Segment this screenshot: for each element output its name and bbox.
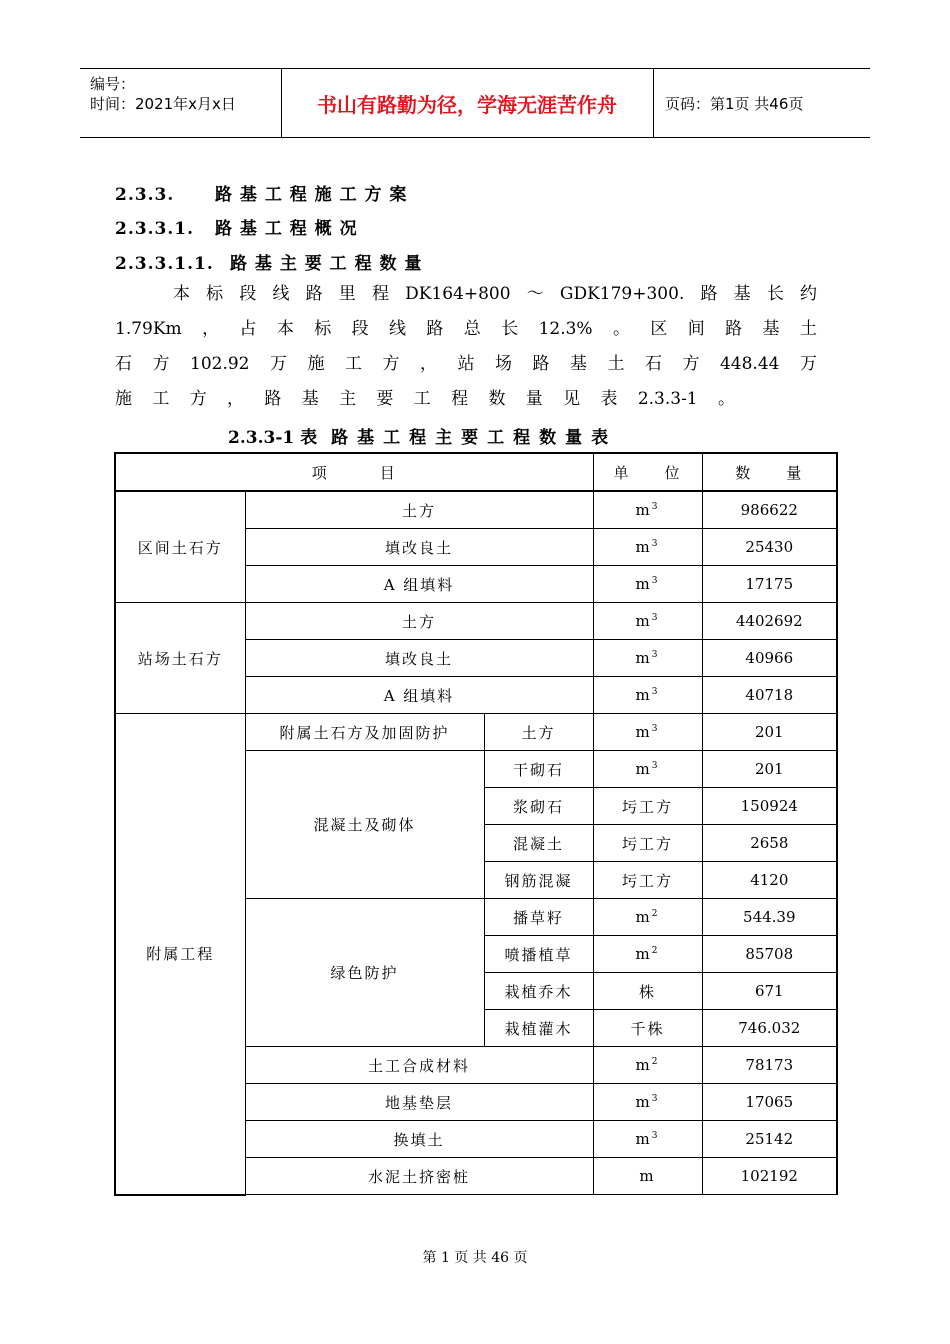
header-item: 项 目 [115, 453, 593, 491]
unit-cell [593, 751, 702, 788]
time-label: 时间：2021年x月x日 [90, 95, 236, 113]
unit-exponent: 2 [651, 946, 660, 956]
paragraph-token: 施 [115, 389, 132, 409]
paragraph-token: 方 [189, 389, 207, 409]
quantity-cell: 2658 [702, 825, 837, 862]
paragraph-token: 12.3% [538, 319, 593, 339]
quantity-cell: 102192 [702, 1158, 837, 1195]
paragraph-token: ～ [526, 284, 544, 304]
paragraph-token: 约 [799, 284, 817, 304]
unit-text: m [639, 1167, 656, 1185]
quantity-cell: 150924 [702, 788, 837, 825]
unit-text: m [635, 575, 652, 593]
paragraph-token: 见 [563, 389, 581, 409]
paragraph-token: 本 [173, 284, 190, 304]
subgroup-label: 混凝土及砌体 [245, 751, 484, 899]
unit-cell [593, 1158, 702, 1195]
page-header [80, 68, 870, 138]
item-name: A 组填料 [245, 566, 593, 603]
paragraph-token: 路 [700, 284, 718, 304]
paragraph-token: 本 [276, 319, 294, 339]
heading-number: 2.3.3.1. [115, 219, 194, 239]
unit-exponent: 3 [651, 539, 660, 549]
paragraph-token: ， [419, 354, 437, 374]
paragraph-token: 标 [314, 319, 332, 339]
quantity-cell: 85708 [702, 936, 837, 973]
unit-text: m [635, 908, 652, 926]
paragraph-token: 要 [376, 389, 394, 409]
paragraph-token: 基 [301, 389, 319, 409]
paragraph-token: 工 [152, 389, 170, 409]
paragraph-token: 段 [351, 319, 369, 339]
item-name: 干砌石 [484, 751, 593, 788]
unit-text: 千株 [630, 1019, 665, 1038]
unit-text: m [635, 612, 652, 630]
quantity-cell: 17175 [702, 566, 837, 603]
unit-cell [593, 862, 702, 899]
paragraph-token: 土 [607, 354, 625, 374]
paragraph-token: ， [202, 319, 220, 339]
paragraph-line [115, 347, 817, 382]
unit-exponent: 3 [651, 687, 660, 697]
header-slogan: 书山有路勤为径，学海无涯苦作舟 [281, 69, 654, 137]
paragraph-token: 448.44 [719, 354, 780, 374]
heading-title: 路 基 主 要 工 程 数 量 [230, 254, 423, 274]
paragraph-token: 石 [115, 354, 132, 374]
paragraph-token: 方 [152, 354, 170, 374]
unit-text: m [635, 501, 652, 519]
quantity-cell: 4402692 [702, 603, 837, 640]
paragraph-token: DK164+800 [405, 284, 511, 304]
heading-title: 路 基 工 程 施 工 方 案 [215, 185, 408, 205]
unit-exponent: 3 [651, 613, 660, 623]
unit-cell [593, 491, 702, 529]
paragraph-token: 工 [413, 389, 431, 409]
paragraph-token: 数 [488, 389, 506, 409]
quantity-cell: 40718 [702, 677, 837, 714]
paragraph-token: ， [227, 389, 245, 409]
paragraph-token: 程 [451, 389, 469, 409]
paragraph-token: 线 [389, 319, 407, 339]
heading-2-3-3-1-1 [115, 249, 422, 274]
paragraph-line [115, 382, 735, 417]
unit-cell [593, 788, 702, 825]
item-name: 土方 [484, 714, 593, 751]
item-name: 钢筋混凝 [484, 862, 593, 899]
heading-2-3-3-1 [115, 214, 358, 239]
quantity-cell: 40966 [702, 640, 837, 677]
heading-title: 路 基 工 程 概 况 [215, 219, 358, 239]
paragraph-line [115, 312, 817, 347]
heading-2-3-3 [115, 180, 407, 205]
group-label: 站场土石方 [115, 603, 245, 714]
paragraph-token: 基 [762, 319, 780, 339]
paragraph-token: 场 [494, 354, 512, 374]
paragraph-token: 万 [269, 354, 287, 374]
paragraph-token: 。 [717, 389, 735, 409]
unit-exponent: 3 [651, 502, 660, 512]
item-name: 浆砌石 [484, 788, 593, 825]
paragraph-line [115, 277, 817, 312]
unit-text: 圬工方 [622, 871, 674, 890]
heading-number: 2.3.3.1.1. [115, 254, 214, 274]
item-name: 换填土 [245, 1121, 593, 1158]
item-name: 土方 [245, 603, 593, 640]
group-label: 附属工程 [115, 714, 245, 1195]
quantity-cell: 78173 [702, 1047, 837, 1084]
item-name: 播草籽 [484, 899, 593, 936]
unit-text: 圬工方 [622, 797, 674, 816]
unit-cell [593, 1121, 702, 1158]
unit-text: m [635, 760, 652, 778]
heading-number: 2.3.3. [115, 185, 175, 205]
paragraph-token: 石 [644, 354, 662, 374]
paragraph-token: 2.3.3-1 [637, 389, 698, 409]
paragraph-token: 。 [612, 319, 630, 339]
unit-cell [593, 529, 702, 566]
paragraph-token: 线 [272, 284, 290, 304]
paragraph-token: 段 [239, 284, 257, 304]
unit-cell [593, 1084, 702, 1121]
paragraph-token: 路 [725, 319, 743, 339]
quantity-cell: 25430 [702, 529, 837, 566]
paragraph-token: 方 [382, 354, 400, 374]
unit-text: m [635, 538, 652, 556]
header-meta [80, 69, 282, 137]
paragraph-token: 基 [733, 284, 751, 304]
unit-text: 圬工方 [622, 834, 674, 853]
item-name: 土方 [245, 491, 593, 529]
paragraph-token: 主 [339, 389, 357, 409]
item-name: 土工合成材料 [245, 1047, 593, 1084]
paragraph-token: 程 [371, 284, 389, 304]
paragraph-token: 长 [501, 319, 519, 339]
header-qty: 数 量 [702, 453, 837, 491]
item-name: 栽植灌木 [484, 1010, 593, 1047]
paragraph-token: 基 [569, 354, 587, 374]
quantity-cell: 4120 [702, 862, 837, 899]
unit-cell [593, 566, 702, 603]
paragraph-token: 标 [206, 284, 224, 304]
quantity-cell: 986622 [702, 491, 837, 529]
paragraph-token: 土 [799, 319, 817, 339]
unit-cell [593, 936, 702, 973]
unit-cell [593, 603, 702, 640]
paragraph-token: 工 [344, 354, 362, 374]
unit-exponent: 3 [651, 1094, 660, 1104]
table-caption [228, 423, 617, 448]
quantity-cell: 746.032 [702, 1010, 837, 1047]
paragraph-token: 量 [525, 389, 543, 409]
header-page-info: 页码：第1页 共46页 [665, 95, 804, 113]
unit-cell [593, 825, 702, 862]
unit-exponent: 3 [651, 761, 660, 771]
unit-cell [593, 714, 702, 751]
paragraph-token: 1.79Km [115, 319, 182, 339]
paragraph-token: 总 [463, 319, 481, 339]
table-caption-title: 路基工程主要工程数量表 [331, 428, 618, 448]
item-name: 喷播植草 [484, 936, 593, 973]
item-name: 栽植乔木 [484, 973, 593, 1010]
unit-exponent: 3 [651, 576, 660, 586]
unit-text: m [635, 1093, 652, 1111]
item-name: 混凝土 [484, 825, 593, 862]
quantity-table [114, 452, 838, 1196]
unit-text: m [635, 1130, 652, 1148]
unit-text: 株 [639, 982, 657, 1001]
paragraph-token: 路 [426, 319, 444, 339]
paragraph-token: 102.92 [190, 354, 250, 374]
unit-exponent: 2 [651, 1057, 660, 1067]
paragraph-token: 方 [682, 354, 700, 374]
header-unit: 单 位 [593, 453, 702, 491]
item-name: 地基垫层 [245, 1084, 593, 1121]
paragraph-token: 区 [650, 319, 668, 339]
paragraph-token: 万 [799, 354, 817, 374]
table-row [115, 603, 837, 640]
quantity-cell: 25142 [702, 1121, 837, 1158]
paragraph-token: 表 [600, 389, 618, 409]
subgroup-label: 绿色防护 [245, 899, 484, 1047]
unit-cell [593, 640, 702, 677]
paragraph-token: 里 [338, 284, 356, 304]
number-label: 编号： [90, 75, 136, 93]
unit-cell [593, 899, 702, 936]
paragraph-token: 路 [264, 389, 282, 409]
item-name: A 组填料 [245, 677, 593, 714]
unit-text: m [635, 723, 652, 741]
paragraph-token: 施 [307, 354, 325, 374]
paragraph-token: 占 [239, 319, 257, 339]
page-footer: 第 1 页 共 46 页 [422, 1250, 528, 1266]
unit-exponent: 3 [651, 650, 660, 660]
unit-text: m [635, 649, 652, 667]
unit-text: m [635, 1056, 652, 1074]
paragraph-token: 长 [766, 284, 784, 304]
unit-text: m [635, 945, 652, 963]
quantity-cell: 544.39 [702, 899, 837, 936]
unit-cell [593, 677, 702, 714]
item-name: 水泥土挤密桩 [245, 1158, 593, 1195]
unit-exponent: 2 [651, 909, 660, 919]
paragraph-token: GDK179+300. [559, 284, 685, 304]
unit-cell [593, 1010, 702, 1047]
item-name: 填改良土 [245, 640, 593, 677]
paragraph-token: 间 [687, 319, 705, 339]
table-row [115, 714, 837, 751]
unit-text: m [635, 686, 652, 704]
unit-cell [593, 973, 702, 1010]
group-label: 区间土石方 [115, 491, 245, 603]
table-row [115, 453, 837, 491]
quantity-cell: 201 [702, 751, 837, 788]
paragraph-token: 路 [532, 354, 550, 374]
unit-exponent: 3 [651, 724, 660, 734]
quantity-cell: 671 [702, 973, 837, 1010]
quantity-cell: 201 [702, 714, 837, 751]
table-caption-number: 2.3.3-1 表 [228, 428, 318, 448]
body-paragraph [115, 277, 817, 417]
paragraph-token: 站 [457, 354, 475, 374]
unit-exponent: 3 [651, 1131, 660, 1141]
paragraph-token: 路 [305, 284, 323, 304]
quantity-cell: 17065 [702, 1084, 837, 1121]
subgroup-label: 附属土石方及加固防护 [245, 714, 484, 751]
unit-cell [593, 1047, 702, 1084]
table-row [115, 491, 837, 529]
item-name: 填改良土 [245, 529, 593, 566]
